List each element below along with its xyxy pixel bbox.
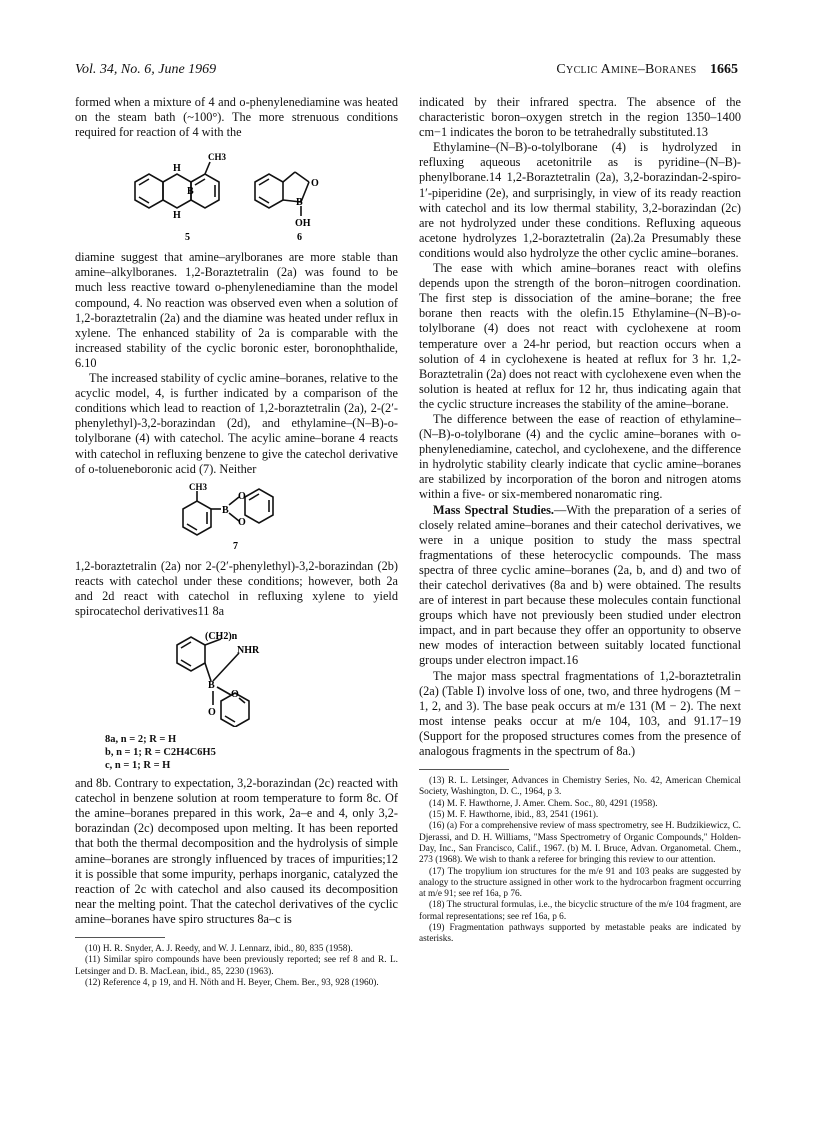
amine-group-label: NHR (237, 645, 260, 657)
structure-figure-5-6 (75, 144, 398, 244)
legend-line: c, n = 1; R = H (105, 760, 171, 772)
section-heading: Mass Spectral Studies. (433, 502, 554, 517)
footnote: (12) Reference 4, p 19, and H. Nöth and H. Beyer, Chem. Ber., 93, 928 (1960). (85, 977, 379, 988)
methyl-label: CH3 (189, 481, 207, 492)
paragraph: The major mass spectral fragmentations of 1,2-boraztetralin (2a) (Table I) involve loss of one, two, and three hydrogens (M − 1, 2, and 3). The base peak occurs at m/e 131 (M − 2). The next most intense peaks occur at m/e 104, 103, and 91.17−19 (Support for the proposed structures comes from the presence of analogous fragments in the spectrum of 8a.) (419, 668, 741, 759)
compound-number-5: 5 (185, 232, 190, 244)
footnote: (16) (a) For a comprehensive review of mass spectrometry, see H. Budzikiewicz, C. Djerassi, and D. H. Williams, "Mass Spectrometry of Organic Compounds," Holden-Day, Inc., San Francisco, Calif., 1967. (b) M. I. Bruce, Advan. Organometal. Chem., 273 (1968). We wish to thank a referee for bringing this review to our attention. (419, 821, 741, 866)
paragraph (419, 503, 741, 669)
boron-label: B (208, 680, 215, 692)
footnote-divider (75, 937, 165, 938)
footnote: (10) H. R. Snyder, A. J. Reedy, and W. J. Lennarz, ibid., 80, 835 (1958). (85, 944, 353, 954)
paragraph: The increased stability of cyclic amine–boranes, relative to the acyclic model, 4, is further indicated by a comparison of the conditions which lead to reaction of 1,2-boraztetralin (2a), 2-(2′-phenylethyl)-3,2-borazindan (2d), and ethylamine–(N–B)-o-tolylborane (4) with catechol. The acylic amine–borane 4 reacts with catechol in refluxing benzene to give the catechol derivative of o-tolueneboronic acid (7). Neither (75, 371, 398, 476)
footnote: (17) The tropylium ion structures for the m/e 91 and 103 peaks are suggested by analogy to the structure assigned in other work to the hydrocarbon fragment occurring at m/e 91; see ref 16a, p 76. (419, 866, 741, 900)
legend-line: 8a, n = 2; R = H (105, 734, 177, 746)
footnote: (15) M. F. Hawthorne, ibid., 83, 2541 (1961). (429, 810, 599, 821)
paragraph: diamine suggest that amine–arylboranes are more stable than amine–alkylboranes. 1,2-Boraztetralin (2a) was found to be much less reactive toward o-phenylenediamine than the model compound, 4. No reaction was observed even when a solution of 1,2-boraztetralin (2a) and the diamine was heated under reflux in xylene. The enhanced stability of 2a is comparable with the increased stability of the cyclic boronic ester, boronophthalide, 6.10 (75, 250, 398, 370)
paragraph-text: —With the preparation of a series of closely related amine–boranes and their catechol derivatives, we were in a unique position to study the mass spectral fragmentations of these heterocyclic compounds. The mass spectra of three cyclic amine–boranes (2a, b, and d) and two of their catechol derivatives (8a and b) were obtained. The results are of interest in part because these molecules contain functional groups which have not previously been studied under electron impact, and in part because they offer an opportunity to observe new modes of interaction between suitably located functional groups under electron impact.16 (419, 502, 741, 668)
paragraph: formed when a mixture of 4 and o-phenylenediamine was heated on the steam bath (~100°). The more strenuous conditions required for reaction of 4 with the (75, 95, 398, 140)
boron-label: B (222, 504, 229, 516)
hydrogen-label: H (173, 163, 181, 175)
oxygen-label: O (238, 490, 246, 502)
footnote: (14) M. F. Hawthorne, J. Amer. Chem. Soc., 80, 4291 (1958). (429, 798, 658, 809)
oxygen-label: O (231, 689, 239, 701)
footnote-divider (419, 769, 509, 770)
footnotes-left (75, 944, 398, 989)
methylene-chain-label: (CH2)n (205, 631, 238, 643)
paragraph: and 8b. Contrary to expectation, 3,2-borazindan (2c) reacted with catechol in benzene solution at room temperature to form 8c. Of the amine–boranes prepared in this work, 2a–e and 4, only 3,2-borazindan (2c) decomposed upon melting. It has been reported that both the thermal decomposition and the hydrolysis of simple amine–boranes are strongly influenced by traces of impurities;12 it is possible that some impurity, perhaps inorganic, catalyzed the reaction of 2c with catechol and also caused its decomposition near the melting point. That the catechol derivatives of the cyclic amine–boranes have spiro structures 8a–c is (75, 776, 398, 926)
journal-volume-info: Vol. 34, No. 6, June 1969 (75, 62, 217, 77)
left-column (75, 95, 398, 989)
footnote: (11) Similar spiro compounds have been previously reported; see ref 8 and R. L. Letsinger and D. B. MacLean, ibid., 85, 2230 (1963). (75, 955, 398, 977)
oxygen-label: O (311, 178, 319, 190)
paragraph: indicated by their infrared spectra. The absence of the characteristic boron–oxygen stretch in the region 1350–1400 cm−1 indicates the boron to be tetrahedrally substituted.13 (419, 95, 741, 140)
methyl-label: CH3 (208, 152, 226, 163)
structure-figure-8 (75, 623, 398, 727)
paragraph: Ethylamine–(N–B)-o-tolylborane (4) is hydrolyzed in refluxing aqueous acetonitrile as is pyridine–(N–B)-phenylborane.14 1,2-Boraztetralin (2a), 3,2-borazindan-2-spiro-1′-piperidine (2e), and surprisingly, in view of its ready reaction with catechol and its low thermal stability, 3,2-borazindan (2c) are not hydrolyzed under these conditions. Refluxing aqueous acetone hydrolyzes 1,2-boraztetralin (2a).2a Presumably these conditions would also hydrolyze the other cyclic amine–boranes. (419, 140, 741, 260)
hydrogen-label: H (173, 210, 181, 222)
footnote: (13) R. L. Letsinger, Advances in Chemistry Series, No. 42, American Chemical Society, Washington, D. C., 1964, p 3. (419, 776, 741, 798)
boron-label: B (187, 186, 194, 198)
boron-label: B (296, 197, 303, 209)
oxygen-label: O (208, 707, 216, 719)
legend-line: b, n = 1; R = C2H4C6H5 (105, 747, 216, 759)
structure-figure-7 (75, 481, 398, 553)
page-number: 1665 (710, 62, 738, 77)
hydroxyl-label: OH (295, 218, 311, 230)
compound-number-6: 6 (297, 232, 302, 244)
oxygen-label: O (238, 516, 246, 528)
paragraph: The difference between the ease of reaction of ethylamine–(N–B)-o-tolylborane (4) and the cyclic amine–boranes with o-phenylenediamine, catechol, and cyclohexene, and the difference in hydrolytic stability clearly indicate that cyclic amine–boranes are stabilized by incorporation of the boron and nitrogen atoms within a five- or six-membered nonaromatic ring. (419, 411, 741, 502)
footnote: (19) Fragmentation pathways supported by metastable peaks are indicated by asterisks. (419, 922, 741, 945)
running-title-text: Cyclic Amine–Boranes (556, 62, 697, 77)
compound-number-7: 7 (233, 540, 238, 552)
running-title (556, 62, 738, 78)
footnotes-right (419, 776, 741, 945)
compound-8-legend (105, 733, 398, 772)
page-header (75, 62, 738, 82)
right-column (419, 95, 741, 946)
footnote: (18) The structural formulas, i.e., the bicyclic structure of the m/e 104 fragment, are formal representations; see ref 16a, p 6. (419, 900, 741, 922)
paragraph: 1,2-boraztetralin (2a) nor 2-(2′-phenylethyl)-3,2-borazindan (2b) reacts with catechol under these conditions; however, both 2a and 2d react with catechol in refluxing xylene to yield spirocatechol derivatives11 8a (75, 558, 398, 618)
paragraph: The ease with which amine–boranes react with olefins depends upon the strength of the boron–nitrogen coordination. The first step is dissociation of the amine–borane; the free borane then reacts with the olefin.15 Ethylamine–(N–B)-o-tolylborane (4) does not react with cyclohexene at room temperature over a 24-hr period, but reaction occurs when a solution of 4 in cyclohexene is heated at reflux for 3 hr. 1,2-Boraztetralin (2a) does not react with cyclohexene even when the solution is heated at reflux for 12 hr, thus indicating again that the cyclic structure increases the stability of the amine–borane. (419, 261, 741, 411)
